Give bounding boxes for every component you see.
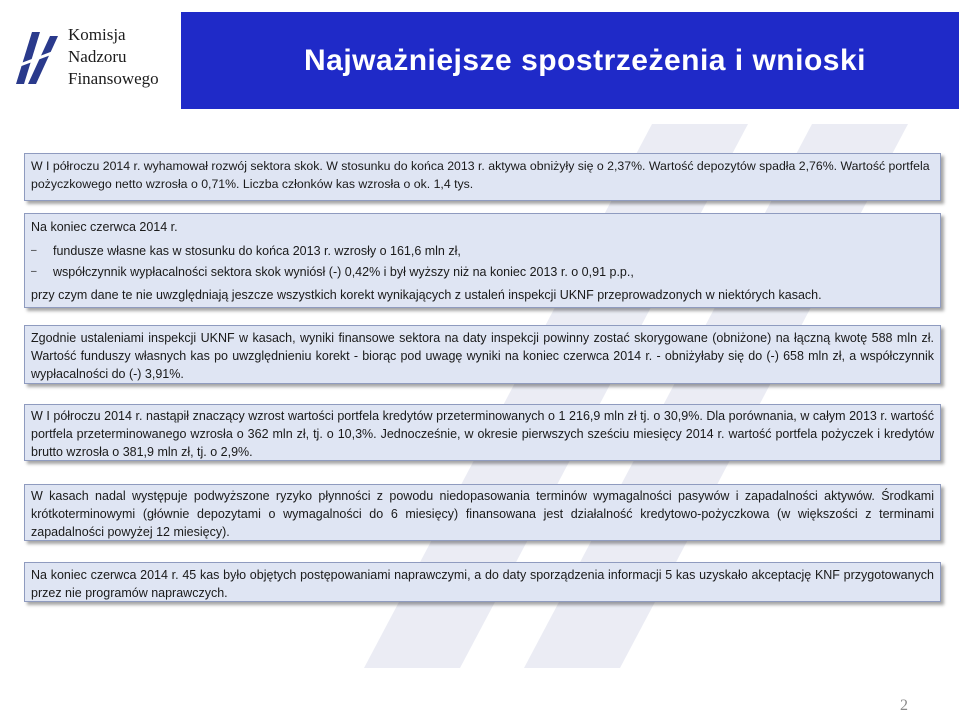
logo-line-1: Komisja [68, 25, 126, 44]
bullet-item [31, 263, 934, 281]
page-number: 2 [900, 697, 908, 714]
summary-text-overdue: W I półroczu 2014 r. nastąpił znaczący wzrost wartości portfela kredytów przeterminowanych o 1 216,9 mln zł tj. o 30,9%. Dla porównania, w całym 2013 r. wartość portfela przeterminowanego wzrosła o 362 mln zł, tj. o 10,3%. Jednocześnie, w okresie pierwszych sześciu miesięcy 2014 r. wartość portfela pożyczek i kredytów brutto wzrosła o 381,9 mln zł, tj. o 2,9%. [31, 409, 934, 459]
page-title: Najważniejsze spostrzeżenia i wnioski [303, 43, 866, 77]
summary-text-inspections: Zgodnie ustaleniami inspekcji UKNF w kasach, wyniki finansowe sektora na daty inspekcji powinny zostać skorygowane (obniżone) na łączną kwotę 588 mln zł. Wartość funduszy własnych kas po uwzględnieniu korekt - biorąc pod uwagę wyniki na koniec czerwca 2014 r. - obniżyłaby się do (-) 658 mln zł, a współczynnik wypłacalności do (-) 3,91%. [31, 331, 934, 381]
bullet-item [31, 242, 934, 260]
logo [6, 24, 176, 94]
summary-box-inspections [24, 325, 941, 384]
logo-text [68, 24, 159, 90]
summary-text-liquidity: W kasach nadal występuje podwyższone ryzyko płynności z powodu niedopasowania terminów wymagalności pasywów i zapadalności aktywów. Środkami krótkoterminowymi (głównie depozytami o wymagalności do 6 miesięcy) finansowana jest działalność kredytowo-pożyczkowa (w większości z terminami zapadalności powyżej 12 miesięcy). [31, 489, 934, 539]
knf-logo-icon [10, 28, 62, 88]
summary-box-growth [24, 153, 941, 201]
bullet-marker: – [31, 266, 37, 277]
summary-box-overdue [24, 404, 941, 461]
summary-box-recovery [24, 562, 941, 602]
summary-text-recovery: Na koniec czerwca 2014 r. 45 kas było objętych postępowaniami naprawczymi, a do daty sporządzenia informacji 5 kas uzyskało akceptację KNF przygotowanych przez nie programów naprawczych. [31, 568, 934, 600]
summary-box-liquidity [24, 484, 941, 541]
bullet-solvency-ratio: współczynnik wypłacalności sektora skok wyniósł (-) 0,42% i był wyższy niż na koniec 2013 r. o 0,91 p.p., [53, 265, 634, 279]
bullet-own-funds: fundusze własne kas w stosunku do końca 2013 r. wzrosły o 161,6 mln zł, [53, 244, 461, 258]
capital-intro: Na koniec czerwca 2014 r. [31, 220, 178, 234]
title-bar [181, 12, 959, 109]
logo-line-2: Nadzoru [68, 47, 127, 66]
logo-line-3: Finansowego [68, 69, 159, 88]
summary-box-capital [24, 213, 941, 308]
bullet-marker: – [31, 245, 37, 256]
summary-text-growth: W I półroczu 2014 r. wyhamował rozwój sektora skok. W stosunku do końca 2013 r. aktywa obniżyły się o 2,37%. Wartość depozytów spadła 2,76%. Wartość portfela pożyczkowego netto wzrosła o 0,71%. Liczba członków kas wzrosła o ok. 1,4 tys. [31, 159, 930, 191]
capital-note: przy czym dane te nie uwzględniają jeszcze wszystkich korekt wynikających z ustaleń inspekcji UKNF przeprowadzonych w niektórych kasach. [31, 288, 822, 302]
